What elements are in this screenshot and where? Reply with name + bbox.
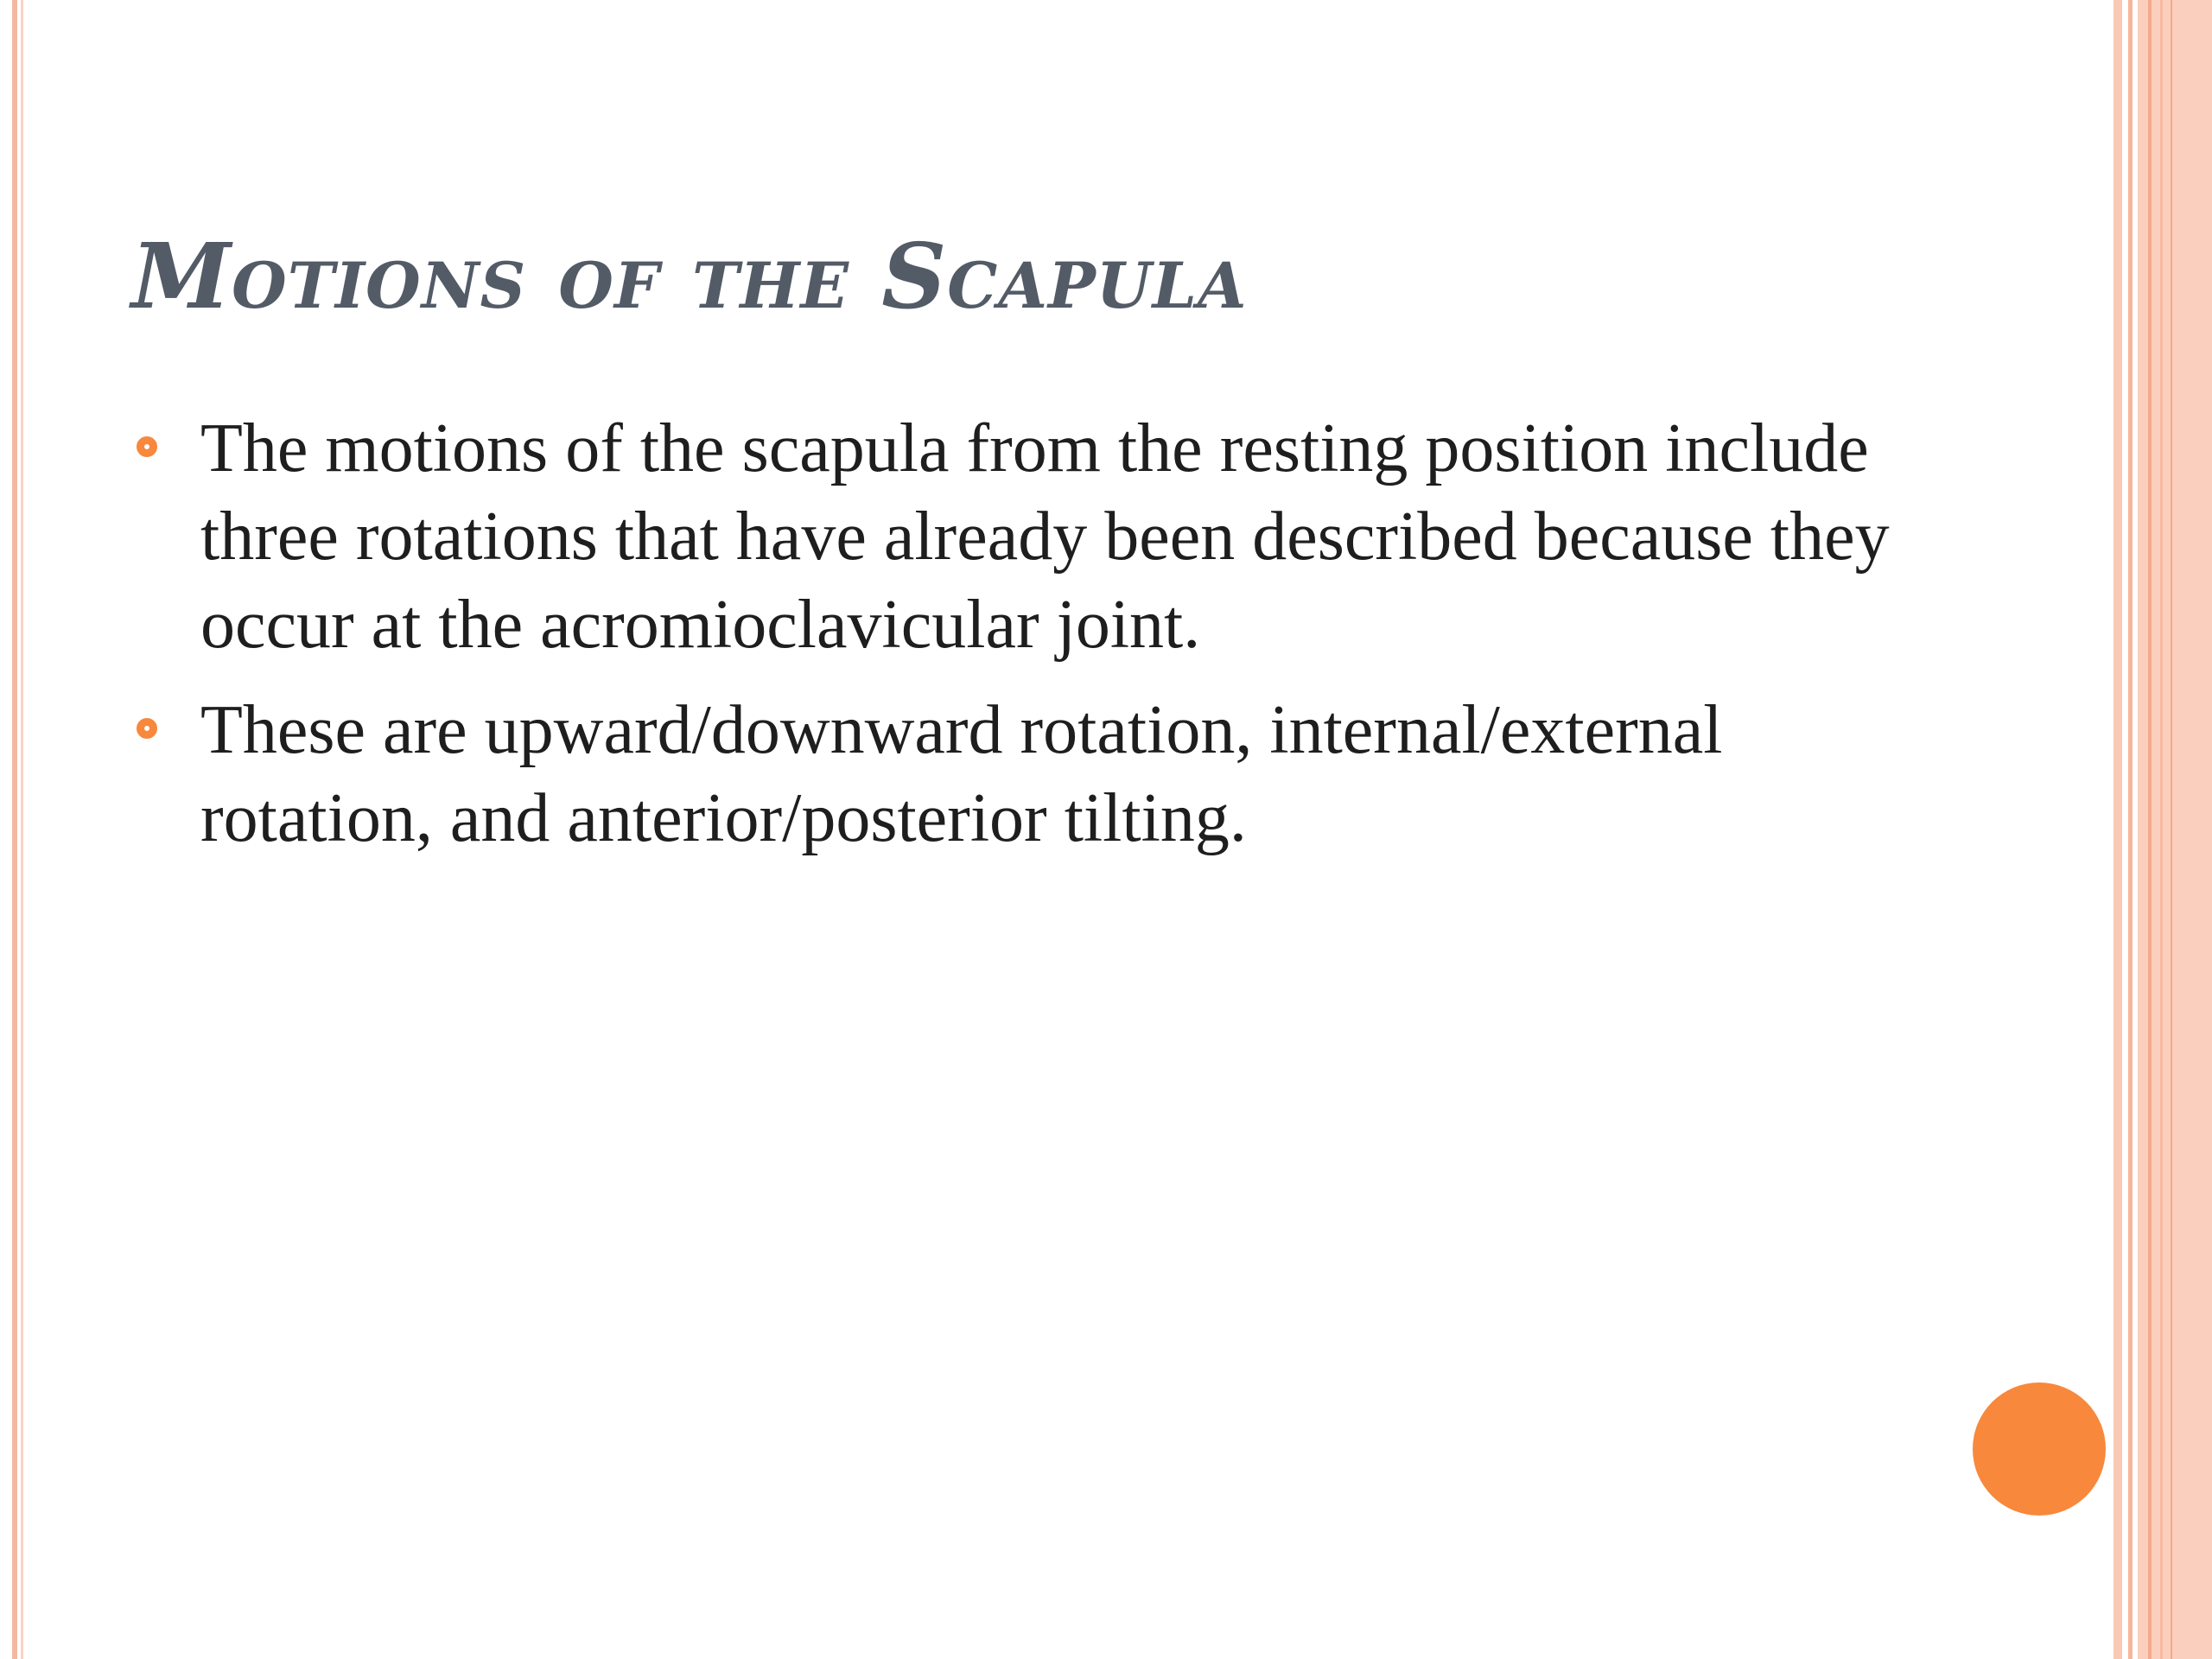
right-border-line xyxy=(2160,0,2163,1659)
right-border-line xyxy=(2171,0,2172,1659)
bullet-text: The motions of the scapula from the resting position include three rotations that have already been described because they occur at the acromioclavicular joint. xyxy=(200,410,1890,663)
bullet-text: These are upward/downward rotation, internal/external rotation, and anterior/posterior tilting. xyxy=(200,692,1723,856)
left-border-line xyxy=(12,0,17,1659)
right-border-line xyxy=(2128,0,2133,1659)
ring-bullet-icon xyxy=(137,436,157,457)
bullet-item xyxy=(131,404,1946,669)
left-border-line xyxy=(21,0,23,1659)
bullet-list xyxy=(131,404,1946,880)
orange-circle-decoration xyxy=(1973,1382,2106,1516)
right-border-line xyxy=(2113,0,2122,1659)
bullet-item xyxy=(131,686,1946,862)
right-border-line xyxy=(2148,0,2152,1659)
ring-bullet-icon xyxy=(137,718,157,739)
slide-title: Motions of the Scapula xyxy=(131,223,1248,329)
